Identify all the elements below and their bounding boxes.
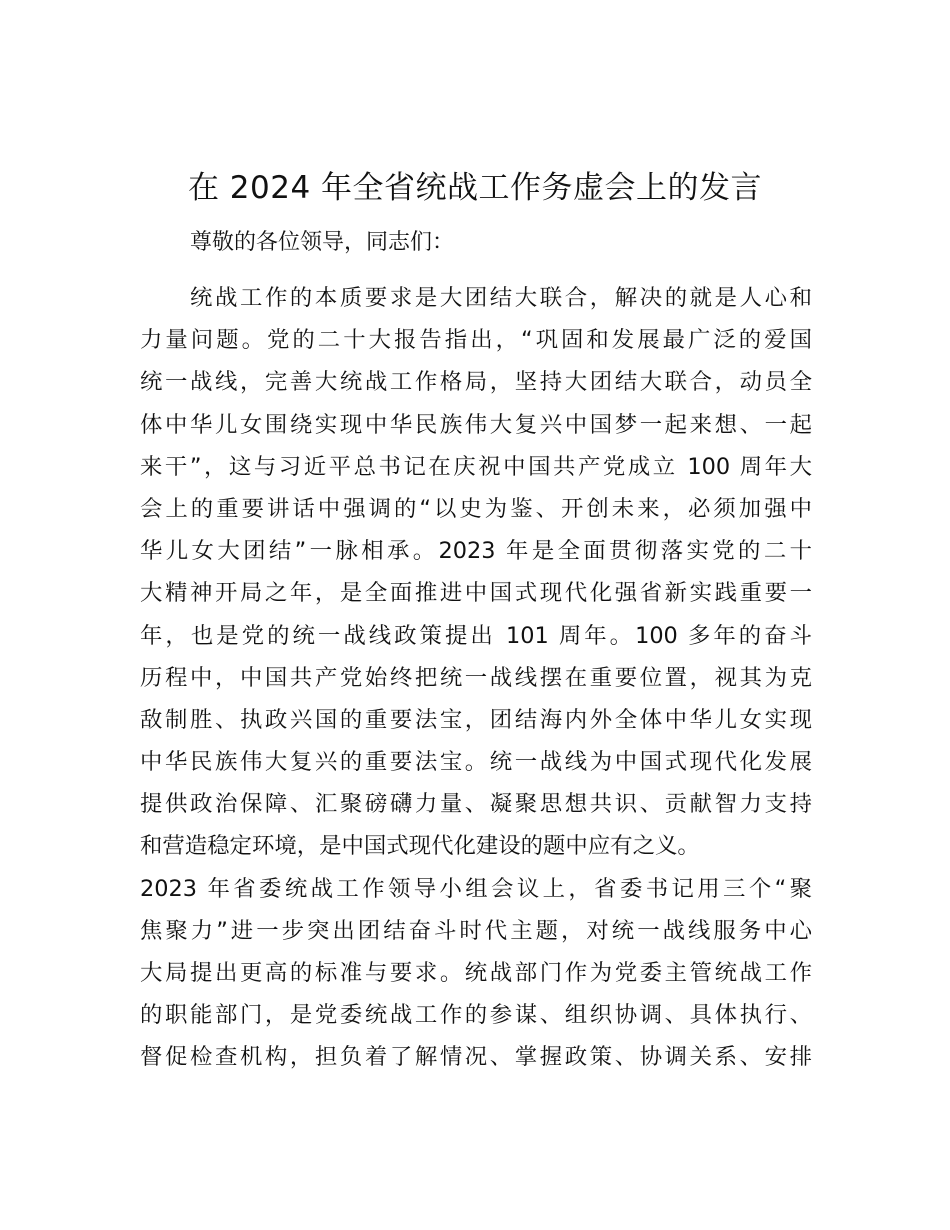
text-line: 历程中，中国共产党始终把统一战线摆在重要位置，视其为克	[140, 664, 812, 691]
text-line: 焦聚力”进一步突出团结奋斗时代主题，对统一战线服务中心	[140, 917, 812, 944]
text-line: 的职能部门，是党委统战工作的参谋、组织协调、具体执行、	[140, 1002, 812, 1029]
text-line: 年，也是党的统一战线政策提出 101 周年。100 多年的奋斗	[140, 622, 812, 649]
text-line: 来干”，这与习近平总书记在庆祝中国共产党成立 100 周年大	[140, 453, 812, 480]
document-title: 在 2024 年全省统战工作务虚会上的发言	[187, 170, 763, 206]
text-line: 统一战线，完善大统战工作格局，坚持大团结大联合，动员全	[140, 369, 812, 396]
text-line: 和营造稳定环境，是中国式现代化建设的题中应有之义。	[140, 833, 700, 860]
text-line: 督促检查机构，担负着了解情况、掌握政策、协调关系、安排	[140, 1044, 812, 1071]
text-line: 大精神开局之年，是全面推进中国式现代化强省新实践重要一	[140, 580, 812, 607]
text-line: 敌制胜、执政兴国的重要法宝，团结海内外全体中华儿女实现	[140, 706, 812, 733]
text-line: 中华民族伟大复兴的重要法宝。统一战线为中国式现代化发展	[140, 749, 812, 776]
salutation: 尊敬的各位领导，同志们：	[190, 230, 455, 255]
body-paragraph	[140, 281, 812, 1083]
text-line: 大局提出更高的标准与要求。统战部门作为党委主管统战工作	[140, 960, 812, 986]
text-line: 会上的重要讲话中强调的“以史为鉴、开创未来，必须加强中	[140, 495, 812, 522]
text-line: 提供政治保障、汇聚磅礴力量、凝聚思想共识、贡献智力支持	[140, 791, 812, 818]
text-line: 华儿女大团结”一脉相承。2023 年是全面贯彻落实党的二十	[140, 538, 812, 565]
text-line: 统战工作的本质要求是大团结大联合，解决的就是人心和	[190, 285, 812, 311]
text-line: 2023 年省委统战工作领导小组会议上，省委书记用三个“聚	[140, 875, 812, 902]
text-line: 力量问题。党的二十大报告指出，“巩固和发展最广泛的爱国	[140, 327, 812, 354]
text-line: 体中华儿女围绕实现中华民族伟大复兴中国梦一起来想、一起	[140, 411, 812, 438]
